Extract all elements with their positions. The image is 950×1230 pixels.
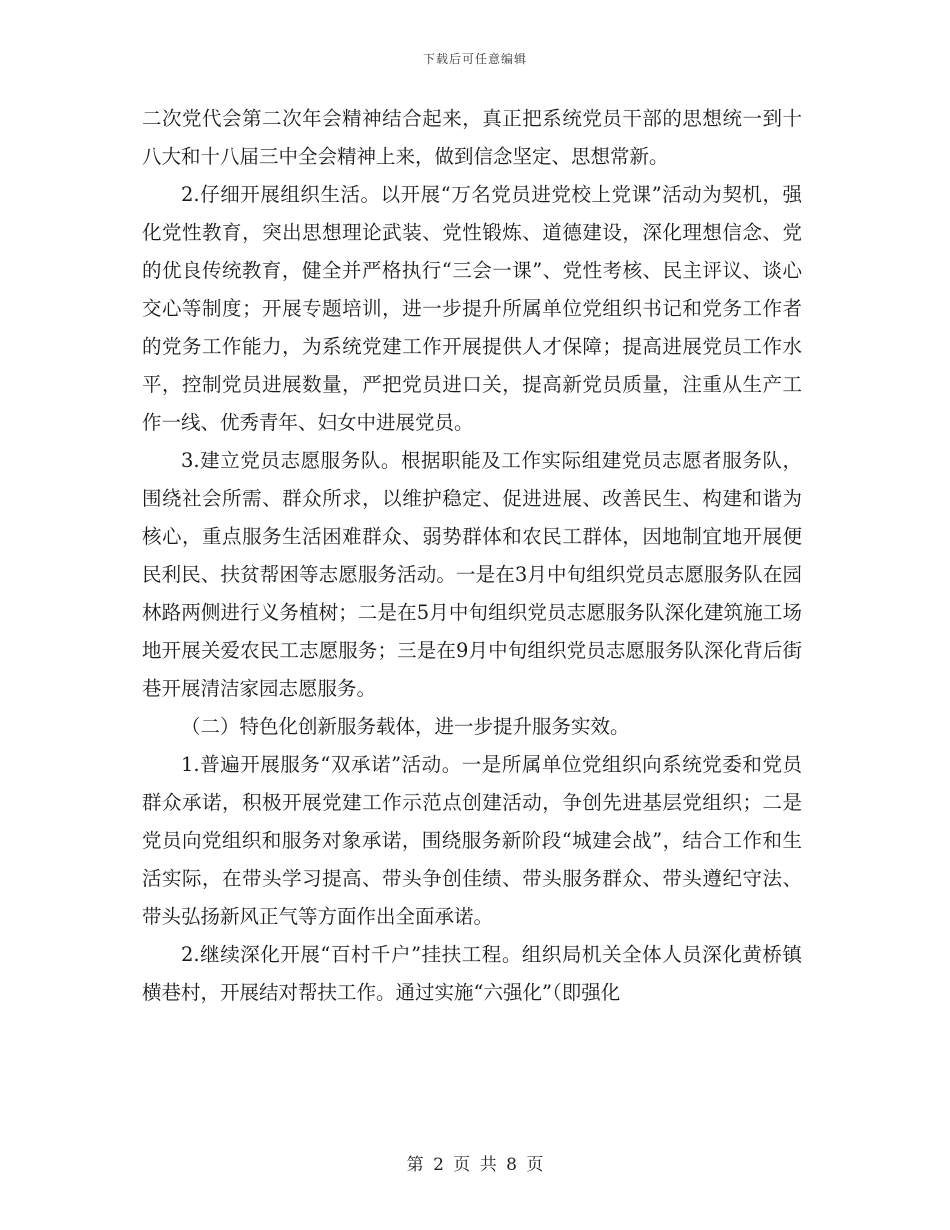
paragraph-village-support: 2.继续深化开展“百村千户”挂扶工程。组织局机关全体人员深化黄桥镇横巷村，开展结对帮扶工作。通过实施“六强化”（即强化 [142, 943, 802, 1004]
section-heading-two: （二）特色化创新服务载体，进一步提升服务实效。 [181, 715, 630, 738]
paragraph-volunteer-team: 3.建立党员志愿服务队。根据职能及工作实际组建党员志愿者服务队，围绕社会所需、群众所求，以维护稳定、促进进展、改善民生、构建和谐为核心，重点服务生活困难群众、弱势群体和农民工群体，因地制宜地开展便民利民、扶贫帮困等志愿服务活动。一是在3月中旬组织党员志愿服务队在园林路两侧进行义务植树；二是在5月中旬组织党员志愿服务队深化建筑施工场地开展关爱农民工志愿服务；三是在9月中旬组织党员志愿服务队深化背后街巷开展清洁家园志愿服务。 [142, 449, 802, 700]
page-header: 下载后可任意编辑 [422, 52, 527, 66]
paragraph-organization-life: 2.仔细开展组织生活。以开展“万名党员进党校上党课”活动为契机，强化党性教育，突出思想理论武装、党性锻炼、道德建设，深化理想信念、党的优良传统教育，健全并严格执行“三会一课”、党性考核、民主评议、谈心交心等制度；开展专题培训，进一步提升所属单位党组织书记和党务工作者的党务工作能力，为系统党建工作开展提供人才保障；提高进展党员工作水平，控制党员进展数量，严把党员进口关，提高新党员质量，注重从生产工作一线、优秀青年、妇女中进展党员。 [142, 183, 802, 434]
paragraph-double-commitment: 1.普遍开展服务“双承诺”活动。一是所属单位党组织向系统党委和党员群众承诺，积极开展党建工作示范点创建活动，争创先进基层党组织；二是党员向党组织和服务对象承诺，围绕服务新阶段“城建会战”，结合工作和生活实际，在带头学习提高、带头争创佳绩、带头服务群众、带头遵纪守法、带头弘扬新风正气等方面作出全面承诺。 [142, 753, 802, 928]
document-body [142, 100, 802, 1012]
page-number-footer: 第 2 页 共 8 页 [406, 1155, 544, 1175]
paragraph-continuation: 二次党代会第二次年会精神结合起来，真正把系统党员干部的思想统一到十八大和十八届三中全会精神上来，做到信念坚定、思想常新。 [142, 107, 802, 168]
